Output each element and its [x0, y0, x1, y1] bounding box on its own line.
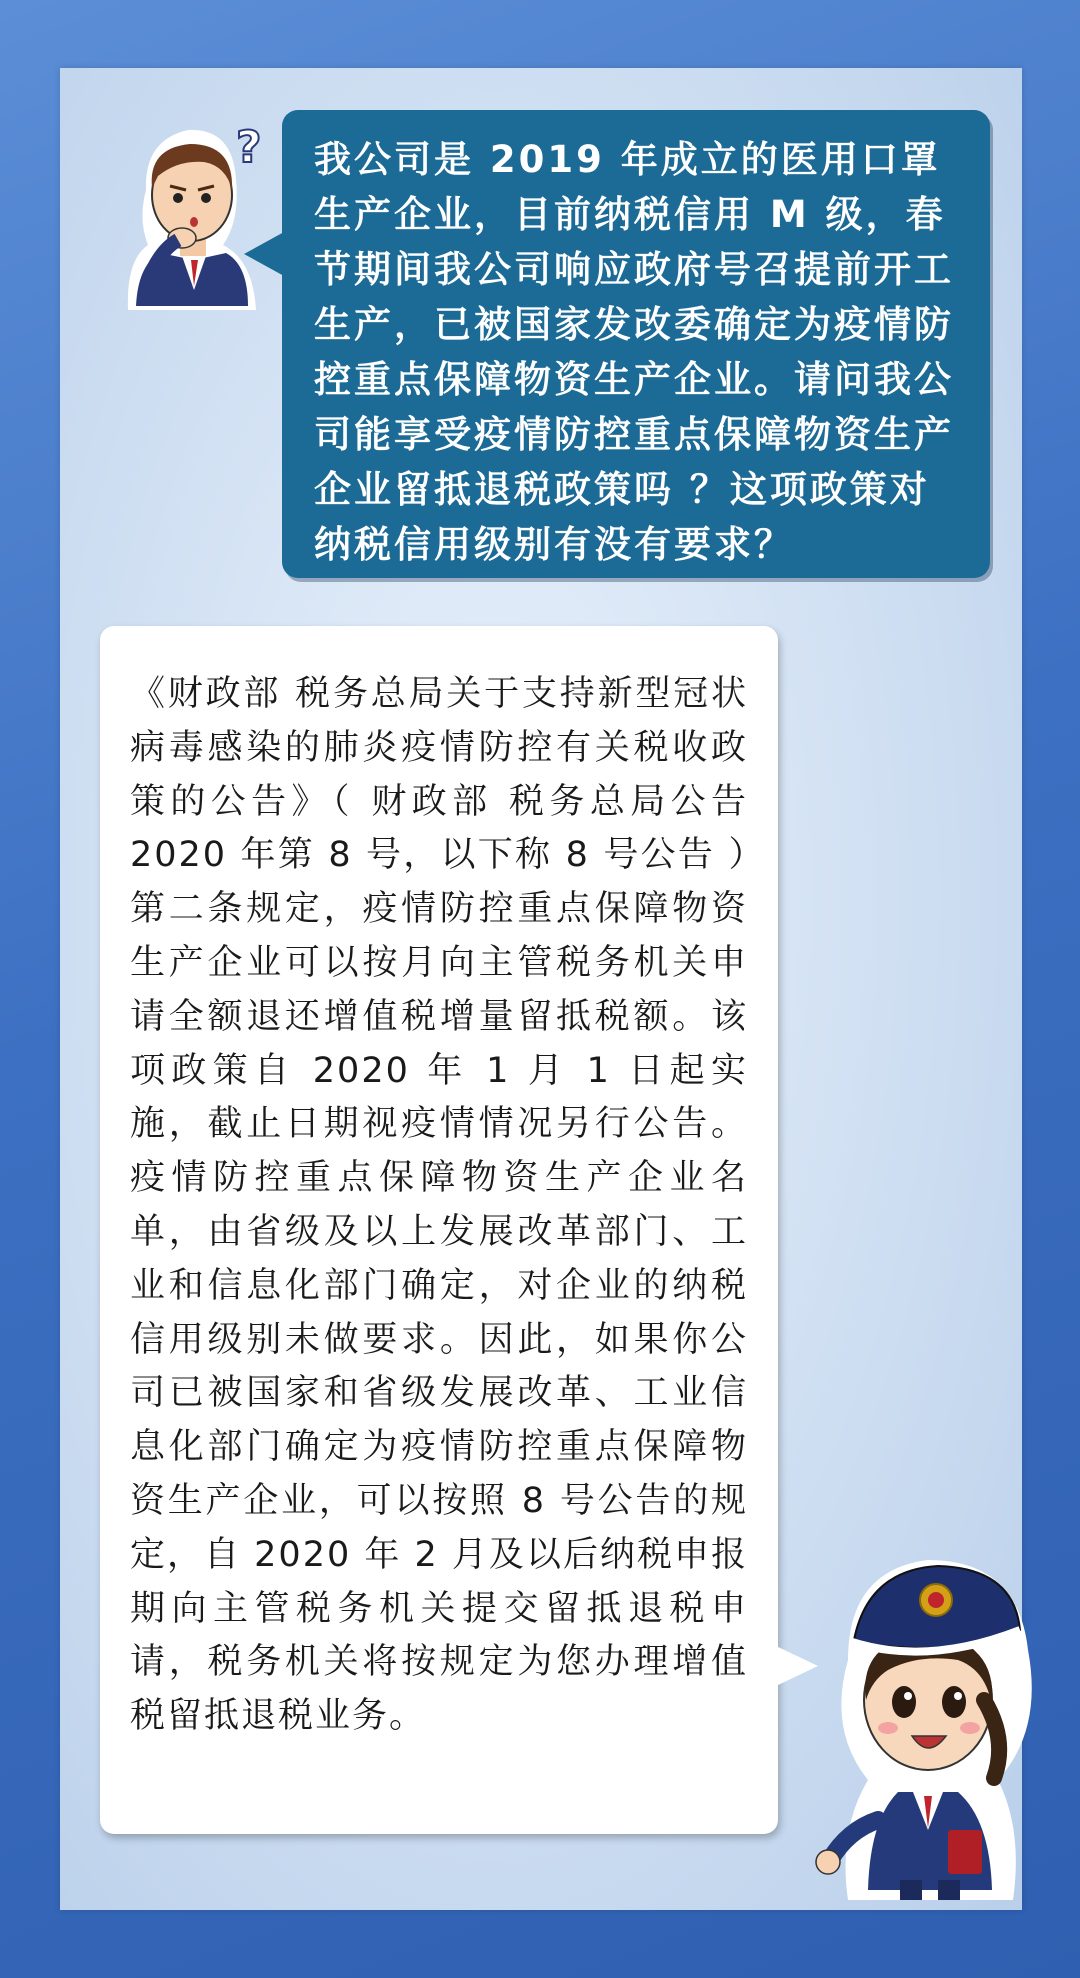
answer-text: 《财政部 税务总局关于支持新型冠状病毒感染的肺炎疫情防控有关税收政策的公告》（ 财政部 税务总局公告 2020 年第 8 号，以下称 8 号公告 ）第二条规定，疫情防控重点保障物资生产企业可以按月向主管税务机关申请全额退还增值税增量留抵税额。该项政策自 2020 年 1 月 1 日起实施，截止日期视疫情情况另行公告。疫情防控重点保障物资生产企业名单，由省级及以上发展改革部门、工业和信息化部门确定，对企业的纳税信用级别未做要求。因此，如果你公司已被国家和省级发展改革、工业信息化部门确定为疫情防控重点保障物资生产企业，可以按照 8 号公告的规定，自 2020 年 2 月及以后纳税申报期向主管税务机关提交留抵退税申请，税务机关将按规定为您办理增值税留抵退税业务。: [130, 674, 748, 1737]
tax-officer-icon: [808, 1530, 1048, 1910]
svg-text:?: ?: [236, 122, 262, 173]
question-bubble: [282, 110, 990, 578]
question-text: 我公司是 2019 年成立的医用口罩生产企业，目前纳税信用 M 级，春节期间我公司响应政府号召提前开工生产，已被国家发改委确定为疫情防控重点保障物资生产企业。请问我公司能享受疫情防控重点保障物资生产企业留抵退税政策吗 ？这项政策对纳税信用级别有没有要求？: [314, 138, 954, 566]
answer-bubble: [100, 626, 778, 1834]
thinking-man-icon: [108, 110, 278, 320]
